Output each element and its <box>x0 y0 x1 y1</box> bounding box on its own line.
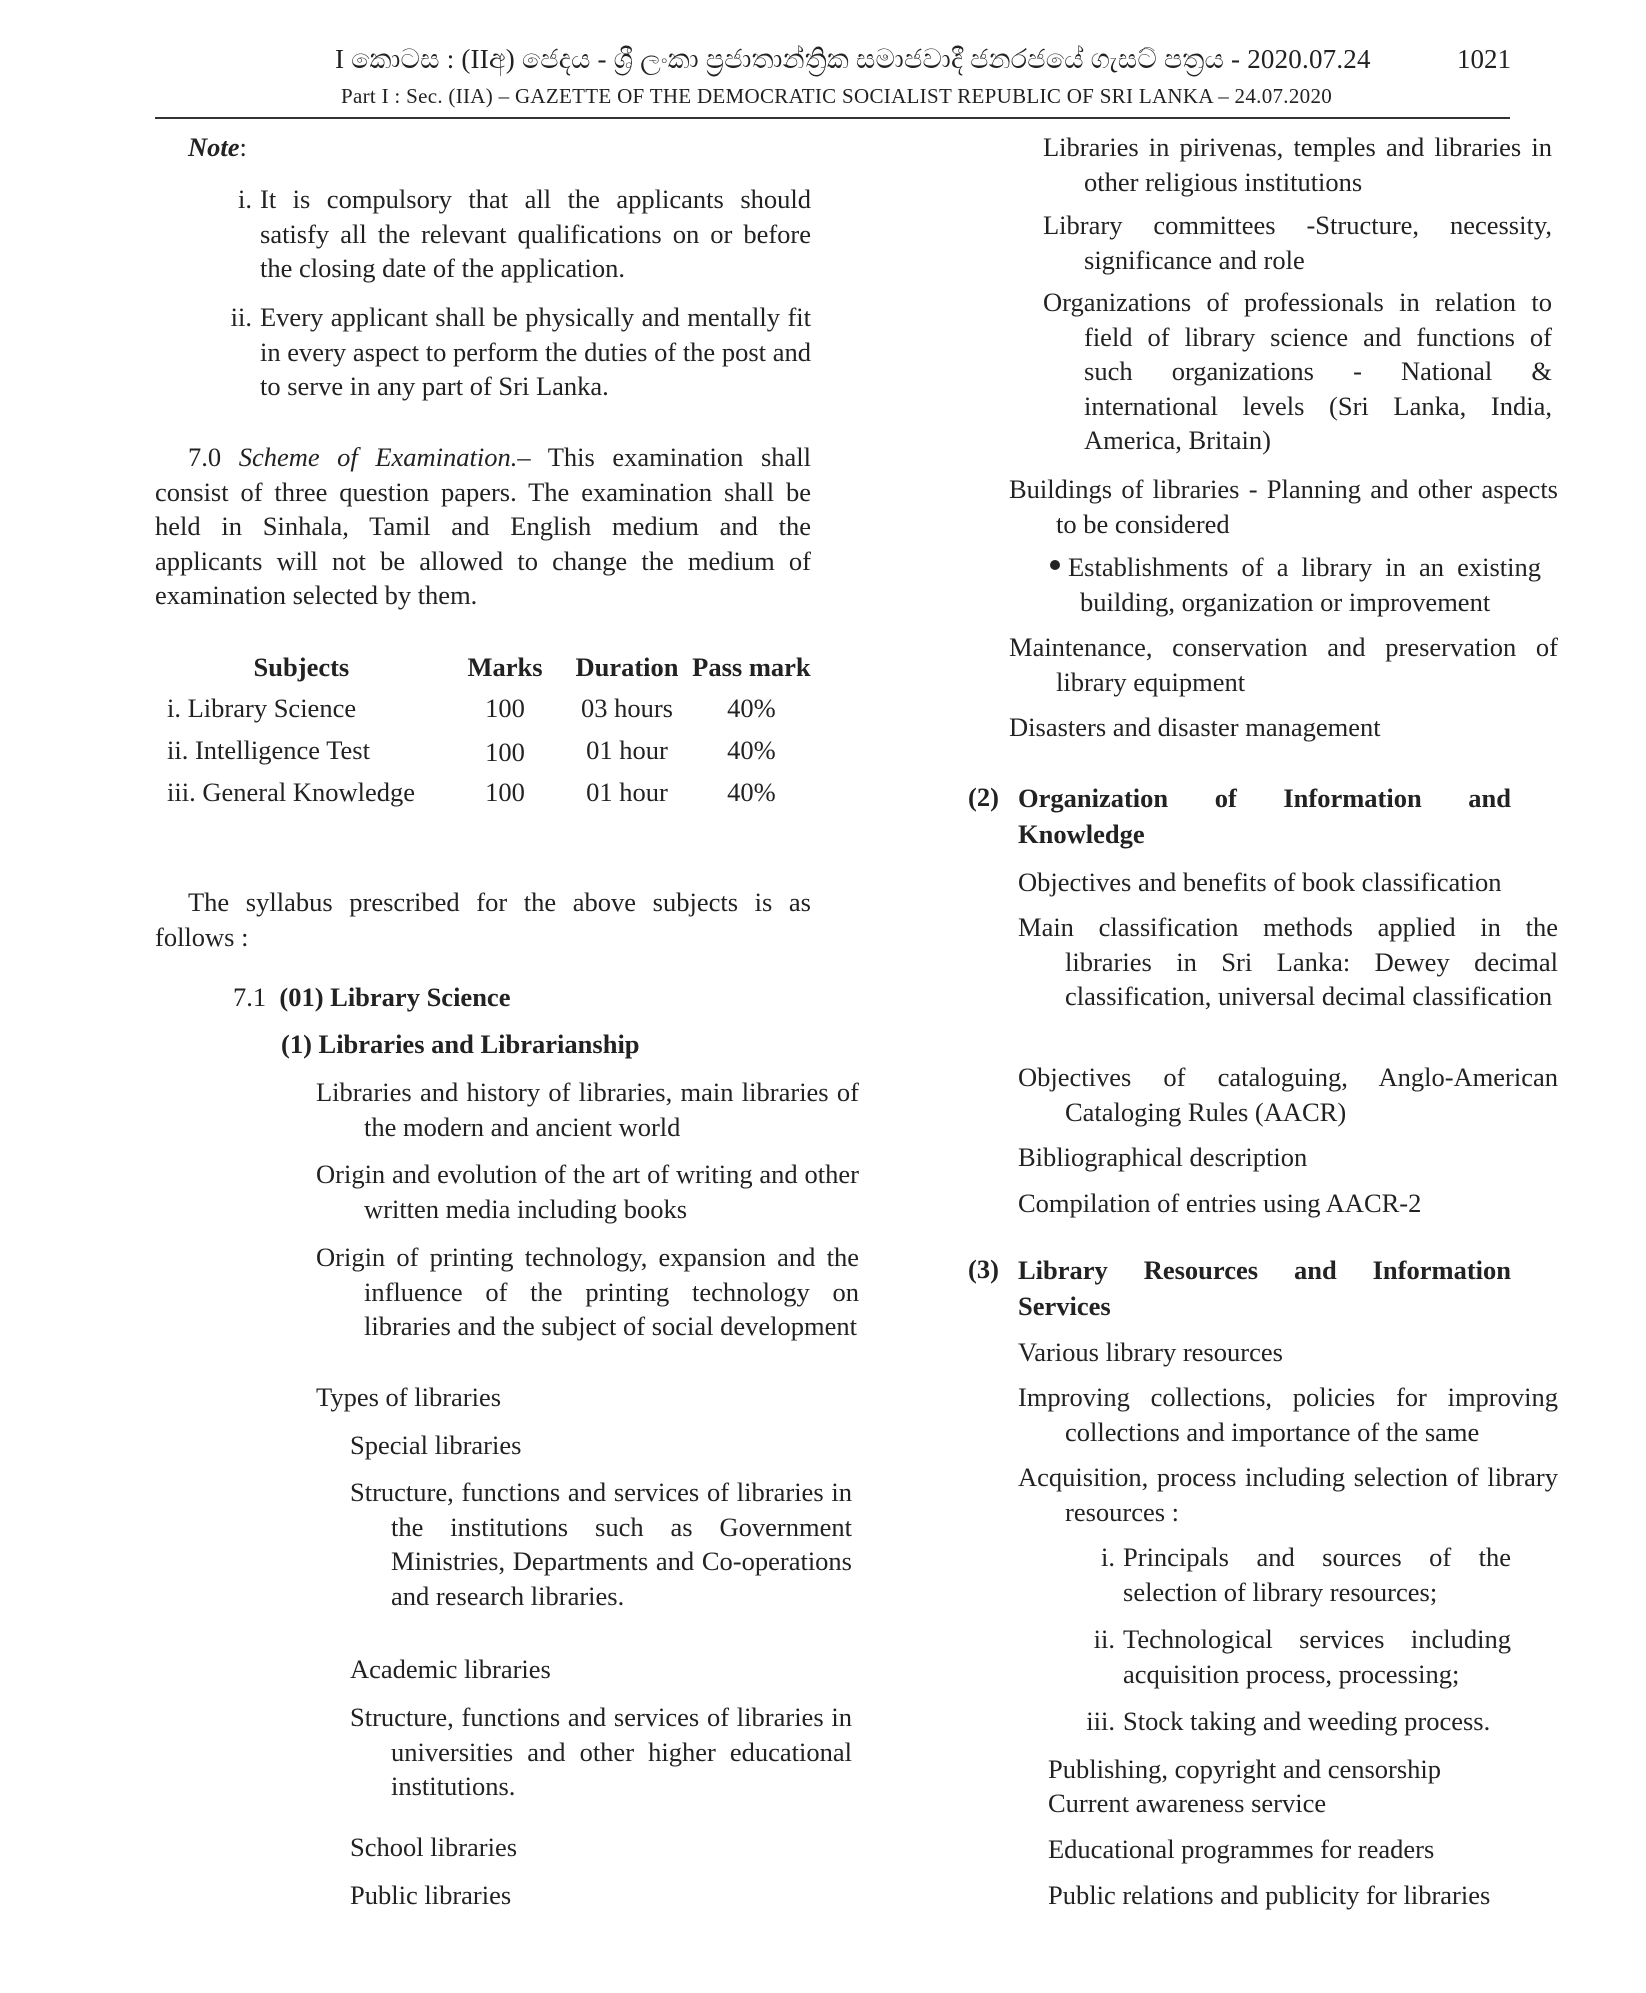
list-item: Bibliographical description <box>1018 1142 1308 1172</box>
list-item: Origin of printing technology, expansion and the influence of the printing technology on libraries and the subject of social development <box>316 1242 859 1341</box>
section-heading: (3) Library Resources and Information Services <box>968 1254 1511 1321</box>
table-cell: 40% <box>727 734 776 765</box>
list-item: Buildings of libraries - Planning and other aspects to be considered <box>1009 474 1558 539</box>
list-item: Origin and evolution of the art of writing and other written media including books <box>316 1159 859 1224</box>
list-item: Organizations of professionals in relation to field of library science and functions of such organizations - National & international levels (Sri Lanka, India, America, Britain) <box>1043 287 1552 455</box>
table-header: Subjects <box>253 652 350 682</box>
list-item: Maintenance, conservation and preservation of library equipment <box>1009 632 1558 697</box>
table-cell: 40% <box>727 692 776 723</box>
page-number: 1021 <box>1457 44 1511 74</box>
table-header: Marks <box>467 652 543 682</box>
sub-list-item: Academic libraries <box>350 1654 551 1684</box>
sub-list-item: Special libraries <box>350 1430 522 1460</box>
list-item: Various library resources <box>1018 1337 1283 1367</box>
section-heading: 7.1 (01) Library Science <box>233 982 511 1012</box>
scheme-paragraph: 7.0 Scheme of Examination.– This examination shall consist of three question papers. The examination shall be held in Sinhala, Tamil and English medium and the applicants will not be allowed to change the medium of examination selected by them. <box>155 442 811 610</box>
list-item: Main classification methods applied in the libraries in Sri Lanka: Dewey decimal classification, universal decimal classification <box>1018 912 1558 1011</box>
table-cell: ii. Intelligence Test <box>167 734 370 765</box>
note-item: i. It is compulsory that all the applicants should satisfy all the relevant qualifications on or before the closing date of the application. <box>238 184 811 283</box>
sub-list-item: Structure, functions and services of libraries in the institutions such as Government Ministries, Departments and Co-operations and research libraries. <box>350 1477 852 1611</box>
table-header: Duration <box>575 652 679 682</box>
list-item: Types of libraries <box>316 1382 502 1412</box>
list-item: Libraries and history of libraries, main libraries of the modern and ancient world <box>316 1077 859 1142</box>
numbered-item: i. Principals and sources of the selection of library resources; <box>1101 1542 1511 1607</box>
table-cell: 100 <box>485 736 525 767</box>
header-sinhala: I කොටස : (IIඅ) ජෙදය - ශ්‍රී ලංකා ප්‍රජාතාන්ත්‍රික සමාජවාදී ජනරජයේ ගැසට් පත්‍රය - 2020.07.24 <box>335 44 1371 74</box>
list-item: Library committees -Structure, necessity, significance and role <box>1043 210 1552 275</box>
table-cell: iii. General Knowledge <box>167 777 415 807</box>
list-item: Libraries in pirivenas, temples and libraries in other religious institutions <box>1043 132 1552 197</box>
table-cell: 100 <box>485 777 525 807</box>
list-item: Compilation of entries using AACR-2 <box>1018 1188 1422 1218</box>
list-item: Educational programmes for readers <box>1048 1834 1435 1864</box>
list-item: Objectives of cataloguing, Anglo-American Cataloging Rules (AACR) <box>1018 1062 1558 1127</box>
numbered-item: iii. Stock taking and weeding process. <box>1086 1706 1491 1736</box>
table-row <box>155 727 811 770</box>
table-row <box>155 769 811 811</box>
table-header-row <box>155 650 811 685</box>
syllabus-intro: The syllabus prescribed for the above subjects is as follows : <box>155 887 811 952</box>
list-item: Disasters and disaster management <box>1009 712 1381 742</box>
note-heading: Note: <box>188 132 247 162</box>
list-item: Current awareness service <box>1048 1788 1327 1818</box>
sub-list-item: School libraries <box>350 1832 518 1862</box>
table-cell: 40% <box>727 777 776 807</box>
table-cell: 03 hours <box>580 692 673 723</box>
list-item: Acquisition, process including selection of library resources : <box>1018 1462 1558 1527</box>
exam-table <box>155 650 811 811</box>
section-heading: (2) Organization of Information and Knowledge <box>968 782 1511 849</box>
bullet-icon <box>1050 560 1060 570</box>
sub-list-item: Public libraries <box>350 1880 512 1910</box>
table-cell: 01 hour <box>586 777 668 807</box>
numbered-item: ii. Technological services including acquisition process, processing; <box>1093 1624 1511 1689</box>
header-rule <box>155 117 1510 119</box>
table-cell: 100 <box>485 692 525 723</box>
header-english: Part I : Sec. (IIA) – GAZETTE OF THE DEMOCRATIC SOCIALIST REPUBLIC OF SRI LANKA – 24.07.2020 <box>341 84 1333 108</box>
subsection-heading: (1) Libraries and Librarianship <box>281 1029 640 1059</box>
list-item: Objectives and benefits of book classification <box>1018 867 1502 897</box>
sub-list-item: Structure, functions and services of libraries in universities and other higher educational institutions. <box>350 1702 852 1801</box>
table-cell: i. Library Science <box>167 692 357 723</box>
list-item: Improving collections, policies for improving collections and importance of the same <box>1018 1382 1558 1447</box>
bullet-item: Establishments of a library in an existing building, organization or improvement <box>1050 550 1541 619</box>
table-header: Pass mark <box>692 652 811 682</box>
note-item: ii. Every applicant shall be physically and mentally fit in every aspect to perform the duties of the post and to serve in any part of Sri Lanka. <box>230 302 811 401</box>
list-item: Publishing, copyright and censorship <box>1048 1754 1442 1784</box>
table-row <box>155 685 811 727</box>
table-cell: 01 hour <box>586 734 668 765</box>
list-item: Public relations and publicity for libraries <box>1048 1880 1491 1910</box>
